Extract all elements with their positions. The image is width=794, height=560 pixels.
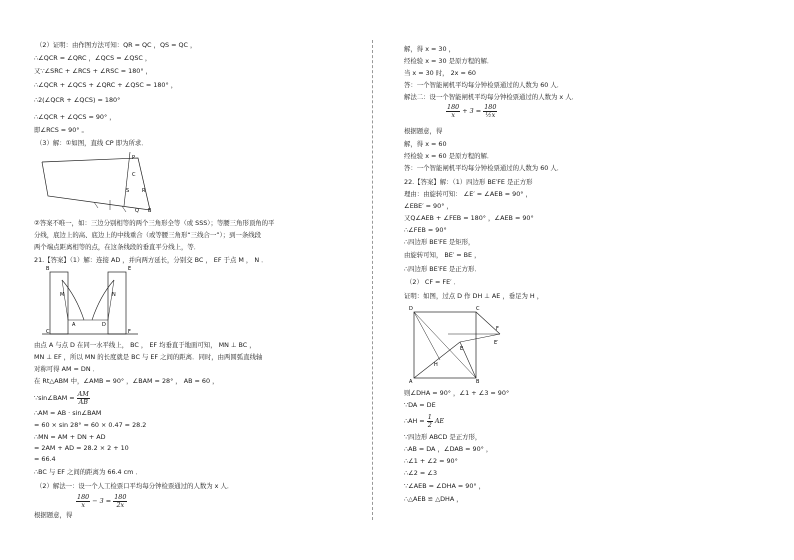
text-line: 经检验 x = 60 是原方程的解． [404,152,494,160]
fraction-denominator: 2 [427,420,432,429]
figure-gate [42,266,140,336]
figure-label: A [72,322,76,328]
fraction-denominator: 2x [116,500,125,509]
text-line: （2）证明：由作图方法可知：QR = QC ，QS = QC ， [36,41,197,49]
text-line: 则∠DHA = 90° ，∠1 + ∠3 = 90° [404,389,510,397]
half-equation [404,414,444,428]
figure-label: A [409,379,413,384]
figure-label: E [460,346,464,352]
fraction [76,494,90,508]
text-line: = 2AM + AD = 28.2 × 2 + 10 [34,444,129,452]
figure-label: B [148,208,152,214]
text-line: 解法二：设一个智能闸机平均每分钟检票通过的人数为 x 人． [404,93,578,101]
equation-operator: + 3 = [462,107,482,116]
fraction-numerator: 180 [484,103,497,111]
fraction [446,104,460,118]
sin-equation [34,391,90,405]
equation-2 [404,104,497,118]
text-line: 21.【答案】（1）解：连接 AD ，并向两方延长，分别交 BC ， EF 于点 M ， N ． [34,256,268,264]
fraction-numerator: 180 [114,493,127,501]
text-line: 对称可得 AM = DN ． [34,365,100,373]
text-line: ∴∠2 = ∠3 [404,469,438,477]
text-line: ∴BC 与 EF 之间的距离为 66.4 cm ． [34,468,142,476]
figure-square [408,304,504,384]
text-line: ∴四边形 BE′FE 是矩形， [404,238,475,246]
fraction-denominator: x [451,110,455,119]
text-line: （2） CF = FE′ ． [406,278,461,286]
figure-label: B [476,379,480,384]
text-line: 根据题意，得 [34,511,73,519]
text-line: ∵sin∠BAM = [34,394,75,403]
fraction-numerator: 180 [447,103,460,111]
text-line: ∵∠AEB = ∠DHA = 90° ， [404,482,485,490]
text-line: ∴∠QCR + ∠QCS + ∠QRC + ∠QSC = 180° ， [34,81,178,89]
text-line: ∠EBE′ = 90° ， [404,202,453,210]
figure-label: D [409,306,413,312]
text-line: 22.【答案】解：（1）四边形 BE′FE 是正方形 [404,178,533,186]
text-line: 解，得 x = 30 ， [404,45,455,53]
fraction [427,414,433,428]
fraction-numerator: 1 [427,413,432,421]
text-line: ∴∠QCR = ∠QRC ，∠QCS = ∠QSC ， [34,54,152,62]
fraction [483,104,497,118]
fraction [113,494,127,508]
figure-label: B [46,266,50,272]
figure-label: C [46,329,50,335]
text-line: ∴AM = AB · sin∠BAM [34,409,102,417]
fraction-denominator: ½x [485,110,496,119]
figure-label: D [102,322,106,328]
text-line: 根据题意，得 [404,127,443,135]
figure-label: F [496,326,499,332]
fraction-numerator: AM [77,390,89,398]
fraction-denominator: x [81,500,85,509]
figure-label: C [132,172,136,178]
text-line: ∵DA = DE [404,401,436,409]
text-line: ∴AH = [404,417,425,426]
text-line: 理由：由旋转可知： ∠E′ = ∠AEB = 90° ， [404,190,532,198]
text-line: 证明：如图，过点 D 作 DH ⊥ AE ，垂足为 H ， [404,292,544,300]
fraction-denominator: AB [78,397,88,406]
text-line: ∴MN = AM + DN + AD [34,433,106,441]
fraction [77,391,90,405]
text-line: 又∵∠SRC + ∠RCS + ∠RSC = 180° ， [34,67,152,75]
figure-label: P [132,155,136,161]
figure-label: F [128,329,131,335]
text-line: 由点 A 与点 D 在同一水平线上， BC ， EF 均垂直于地面可知， MN ⊥ BC ， [34,341,256,349]
figure-label: N [112,292,116,298]
figure-label: E [128,266,132,272]
figure-label: S [126,188,130,194]
text-line: 又Q∠AEB + ∠FEB = 180° ，∠AEB = 90° [404,214,534,222]
equation-operator: − 3 = [92,497,112,506]
text-line: = 66.4 [34,455,56,463]
text-line: ∴∠FEB = 90° [404,226,447,234]
text-line: 由旋转可知， BE′ = BE ， [404,251,481,259]
text-line: ∵四边形 ABCD 是正方形， [404,433,482,441]
fraction-tail: AE [434,417,445,426]
text-line: （3）解：①如图，直线 CP 即为所求． [36,139,148,147]
text-line: 在 Rt△ABM 中，∠AMB = 90° ，∠BAM = 28° ， AB = 60 ， [34,377,219,385]
figure-label: R [142,188,146,194]
text-line: ∴△AEB ≌ △DHA ， [404,495,463,503]
text-line: ∴∠QCR + ∠QCS = 90° ， [34,113,116,121]
figure-label: M [60,292,65,298]
text-line: 两个端点距离相等的点，在这条线段的垂直平分线上，等． [34,243,201,251]
text-line: ②答案不唯一，如：三边分别相等的两个三角形全等（或 SSS）；等腰三角形顶角的平 [34,219,275,227]
text-line: MN ⊥ EF ，所以 MN 的长度就是 BC 与 EF 之间的距离．同时，由两圆弧直线轴 [34,353,263,361]
text-line: 答：一个智能闸机平均每分钟检票通过的人数为 60 人． [404,81,564,89]
text-line: ∴2(∠QCR + ∠QCS) = 180° [34,96,121,104]
figure-label: C [476,306,480,312]
text-line: = 60 × sin 28° ≈ 60 × 0.47 = 28.2 [34,421,147,429]
figure-label: H [434,362,438,368]
text-line: ∴∠1 + ∠2 = 90° [404,457,458,465]
equation-1 [34,494,127,508]
fraction-numerator: 180 [77,493,90,501]
text-line: 答：一个智能闸机平均每分钟检票通过的人数为 60 人． [404,164,564,172]
text-line: 分线，底边上的高、底边上的中线重合（或等腰三角形“三线合一”）；到一条线段 [34,231,262,239]
figure-label: E′ [494,340,499,346]
figure-quadrilateral [38,152,156,214]
text-line: 解，得 x = 60 [404,140,447,148]
text-line: ∴AB = DA ，∠DAB = 90° ， [404,445,493,453]
text-line: ∴四边形 BE′FE 是正方形． [404,265,481,273]
figure-label: Q [135,208,139,214]
text-line: 经检验 x = 30 是原方程的解． [404,57,494,65]
text-line: 当 x = 30 时， 2x = 60 [404,69,476,77]
text-line: （2）解法一：设一个人工检票口平均每分钟检票通过的人数为 x 人． [36,482,234,490]
text-line: 即∠RCS = 90° 。 [34,126,88,134]
column-divider [372,40,373,520]
